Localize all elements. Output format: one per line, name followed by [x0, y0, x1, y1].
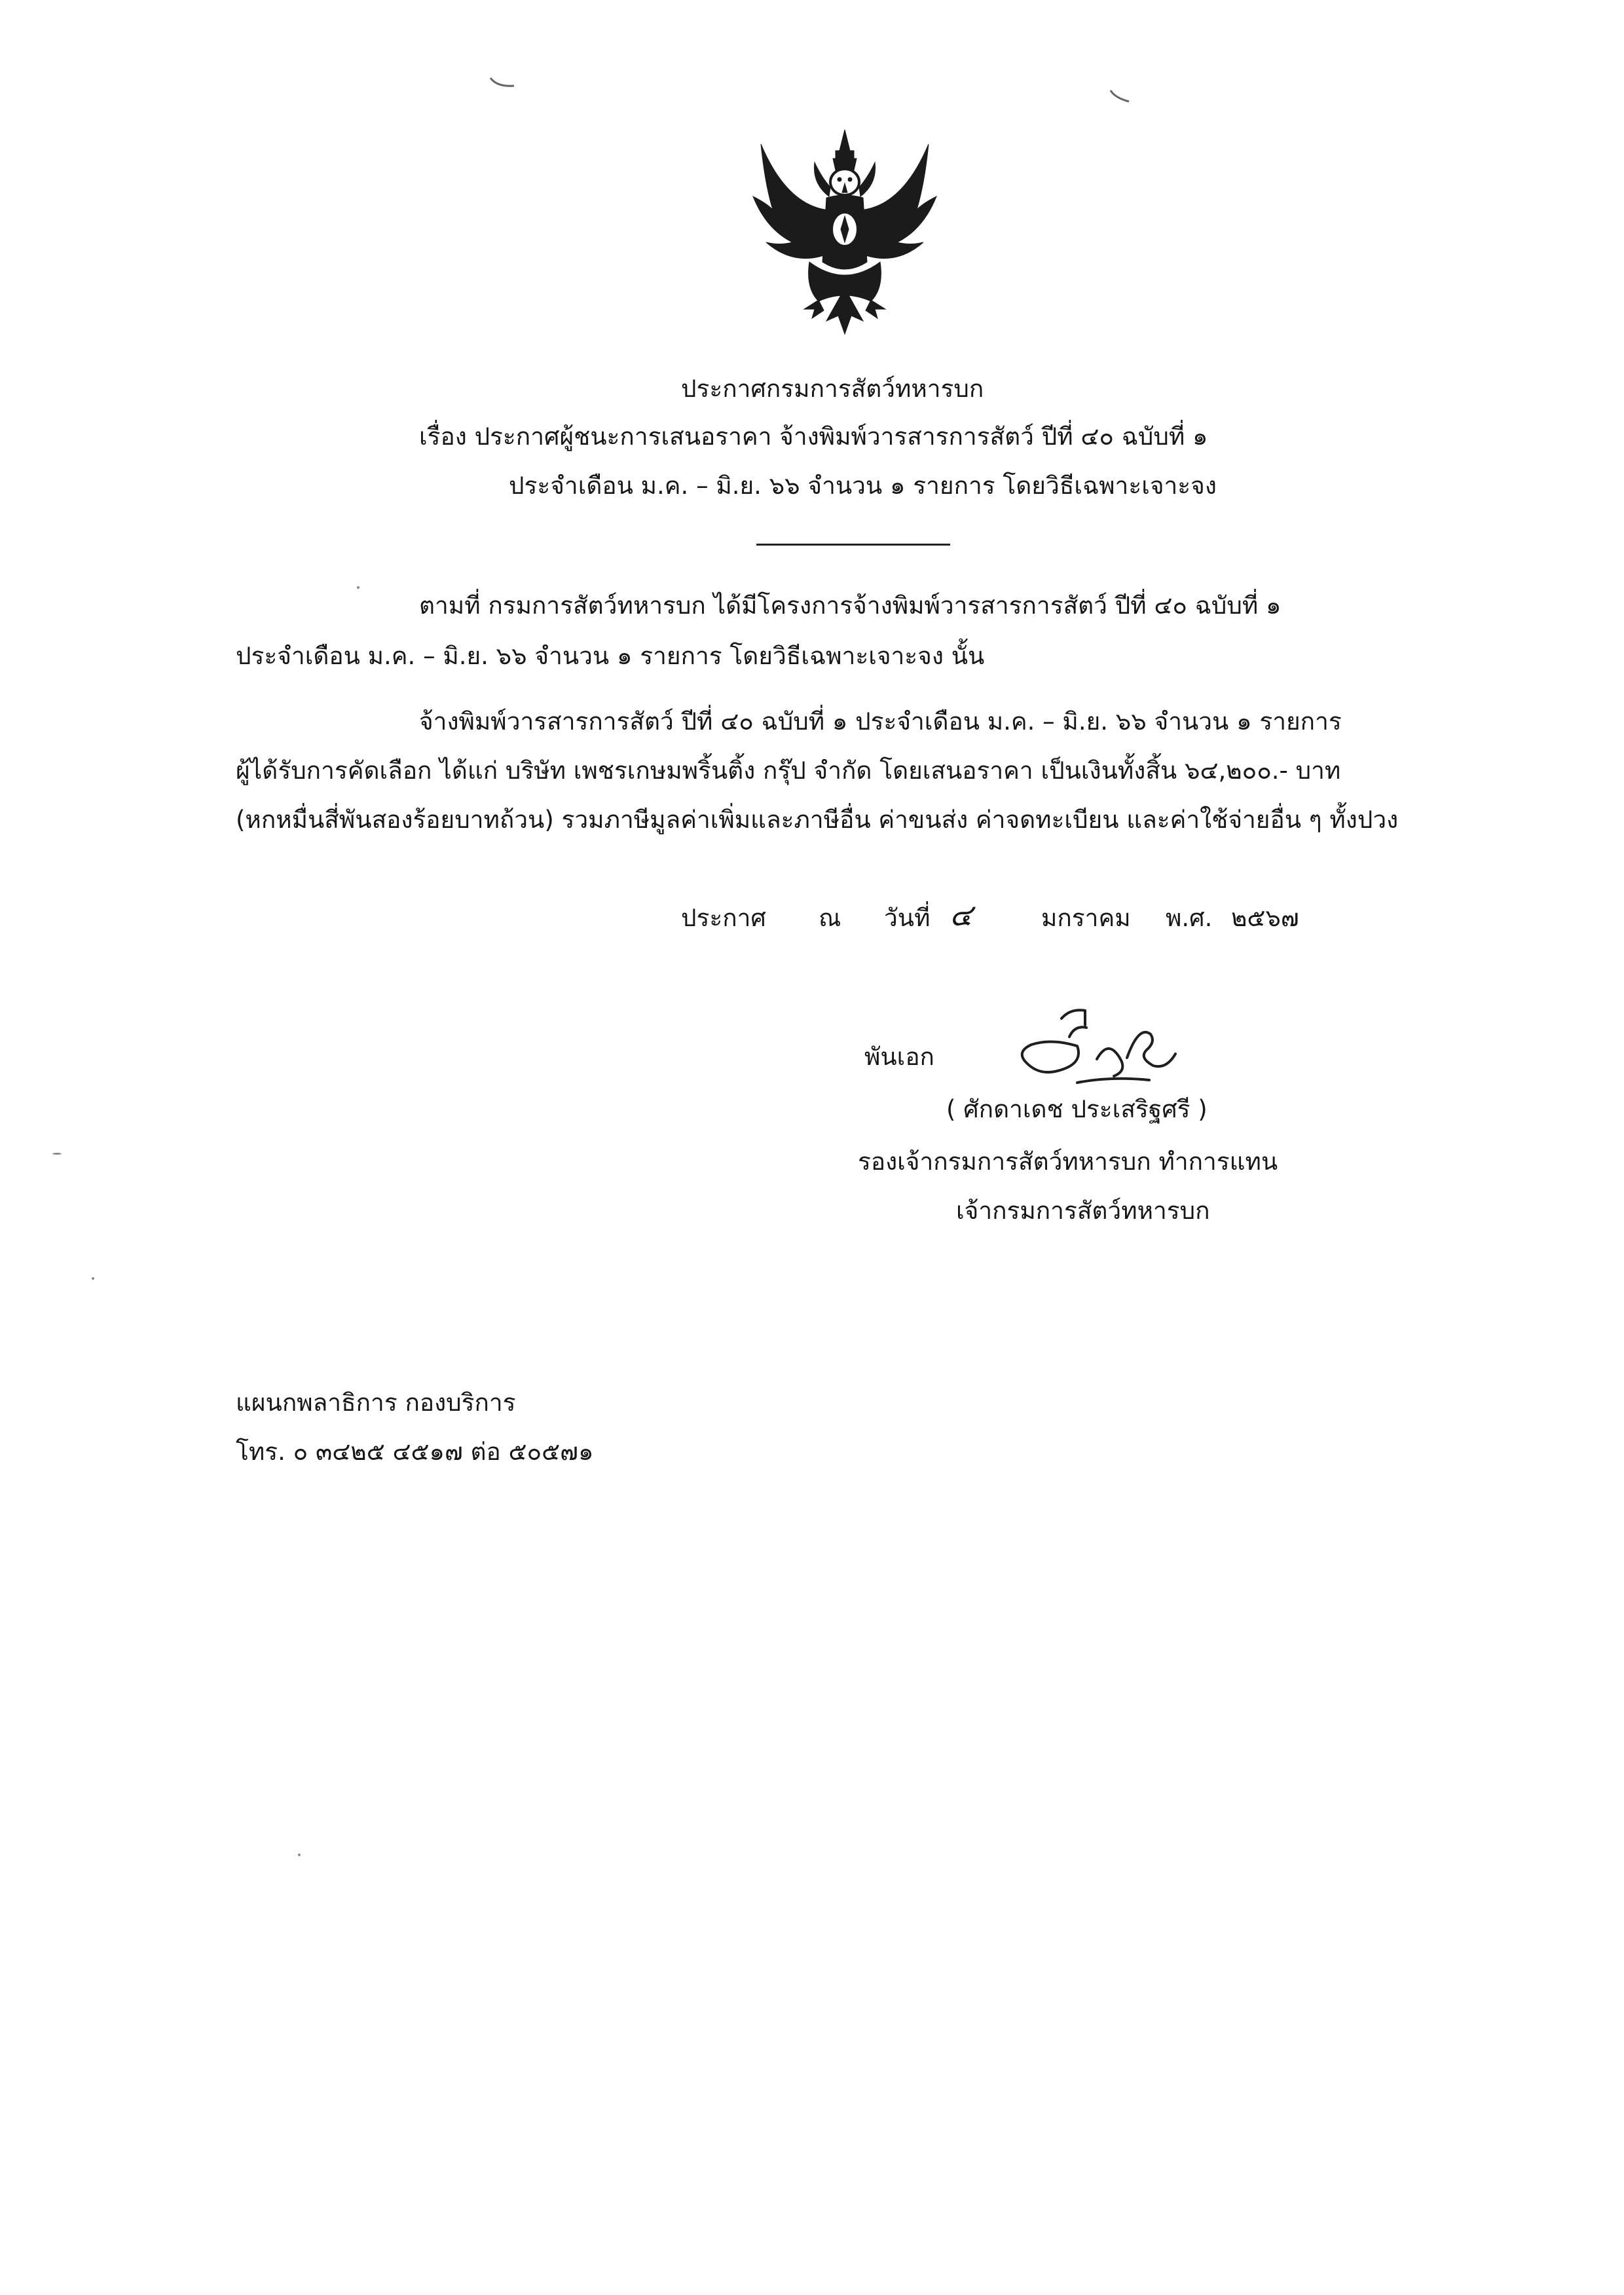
announce-at: ณ: [819, 904, 841, 932]
scan-mark: [1107, 88, 1146, 103]
body-paragraph-2-line-3: (หกหมื่นสี่พันสองร้อยบาทถ้วน) รวมภาษีมูลค่าเพิ่มและภาษีอื่น ค่าขนส่ง ค่าจดทะเบียน และค่าใช้จ่ายอื่น ๆ ทั้งปวง: [236, 806, 1399, 834]
scan-dot: [357, 586, 360, 589]
announce-year-label: พ.ศ.: [1166, 904, 1213, 932]
body-paragraph-1-line-1: ตามที่ กรมการสัตว์ทหารบก ได้มีโครงการจ้างพิมพ์วารสารการสัตว์ ปีที่ ๔๐ ฉบับที่ ๑: [419, 591, 1282, 620]
body-paragraph-2-line-1: จ้างพิมพ์วารสารการสัตว์ ปีที่ ๔๐ ฉบับที่ ๑ ประจำเดือน ม.ค. – มิ.ย. ๖๖ จำนวน ๑ รายการ: [419, 707, 1342, 736]
scan-mark: [488, 75, 527, 90]
announce-month: มกราคม: [1041, 904, 1131, 932]
body-paragraph-2-line-2: ผู้ได้รับการคัดเลือก ได้แก่ บริษัท เพชรเกษมพริ้นติ้ง กรุ๊ป จำกัด โดยเสนอราคา เป็นเงินทั้งสิ้น ๖๔,๒๐๐.- บาท: [236, 756, 1341, 785]
signatory-position-continued: เจ้ากรมการสัตว์ทหารบก: [956, 1197, 1210, 1225]
announce-date-label: วันที่: [884, 904, 931, 932]
title-divider: [756, 544, 950, 546]
garuda-emblem-icon: [747, 124, 943, 341]
announcement-agency-title: ประกาศกรมการสัตว์ทหารบก: [681, 375, 984, 403]
announce-day: ๔: [950, 897, 972, 933]
announce-prefix: ประกาศ: [681, 904, 766, 932]
scan-dot: [92, 1277, 94, 1280]
contact-division: แผนกพลาธิการ กองบริการ: [236, 1389, 516, 1417]
body-paragraph-1-line-2: ประจำเดือน ม.ค. – มิ.ย. ๖๖ จำนวน ๑ รายการ โดยวิธีเฉพาะเจาะจง นั้น: [236, 642, 985, 670]
handwritten-signature: [999, 999, 1215, 1094]
signatory-rank: พันเอก: [864, 1043, 934, 1071]
announcement-subject-continued: ประจำเดือน ม.ค. – มิ.ย. ๖๖ จำนวน ๑ รายการ โดยวิธีเฉพาะเจาะจง: [509, 472, 1217, 500]
announce-year: ๒๕๖๗: [1231, 904, 1299, 932]
signatory-position: รองเจ้ากรมการสัตว์ทหารบก ทำการแทน: [858, 1148, 1278, 1176]
scan-dot: [298, 1854, 301, 1856]
contact-phone: โทร. ๐ ๓๔๒๕ ๔๕๑๗ ต่อ ๕๐๕๗๑: [236, 1438, 594, 1466]
announcement-subject: เรื่อง ประกาศผู้ชนะการเสนอราคา จ้างพิมพ์วารสารการสัตว์ ปีที่ ๔๐ ฉบับที่ ๑: [419, 422, 1208, 451]
signatory-name: ( ศักดาเดช ประเสริฐศรี ): [946, 1095, 1208, 1123]
scan-dot: [52, 1153, 62, 1155]
